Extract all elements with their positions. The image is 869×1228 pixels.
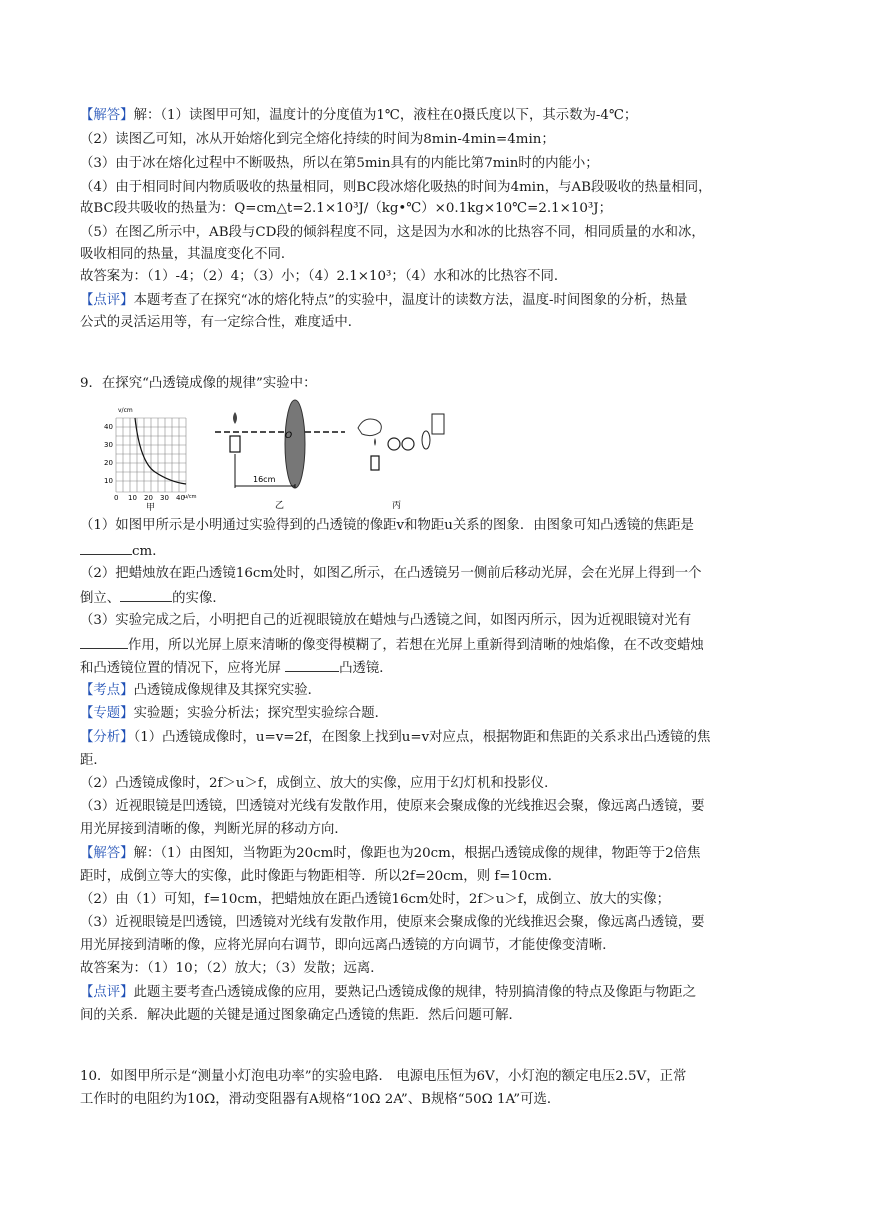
- ytick: 40: [104, 423, 113, 431]
- flame-icon: [233, 412, 237, 424]
- answer-blank[interactable]: [285, 657, 339, 672]
- figure-bing-glasses-setup: [350, 398, 450, 514]
- dianping-line: 间的关系．解决此题的关键是通过图象确定凸透镜的焦距．然后问题可解．: [80, 1008, 522, 1023]
- answer-line: 故BC段共吸收的热量为：Q=cm△t=2.1×10³J/（kg•℃）×0.1kg×10℃=2.1×10³J；: [80, 201, 613, 216]
- comment-line: 【点评】本题考查了在探究“冰的熔化特点”的实验中，温度计的读数方法，温度-时间图象的分析，热量: [80, 293, 688, 308]
- tag-dianping: 【点评】: [80, 293, 134, 308]
- kaodian: 【考点】凸透镜成像规律及其探究实验．: [80, 683, 322, 698]
- answer-line: 【解答】解：（1）读图甲可知，温度计的分度值为1℃，液柱在0摄氏度以下，其示数为-4℃；: [80, 108, 638, 123]
- answer-line: 吸收相同的热量，其温度变化不同．: [80, 247, 295, 262]
- xtick: 30: [160, 494, 169, 502]
- answer-line: （3）由于冰在熔化过程中不断吸热，所以在第5min具有的内能比第7min时的内能小；: [80, 156, 599, 171]
- caption-bing: 丙: [392, 501, 402, 511]
- figure-yi-candle-lens: [215, 398, 345, 514]
- xtick: 20: [144, 494, 153, 502]
- jieda-line: （2）由（1）可知，f=10cm，把蜡烛放在距凸透镜16cm处时，2f＞u＞f，成倒立、放大的实像；: [80, 892, 671, 907]
- distance-label: 16cm: [253, 475, 276, 484]
- q9-part1: （1）如图甲所示是小明通过实验得到的凸透镜的像距v和物距u关系的图象．由图象可知凸透镜的焦距是: [80, 518, 694, 533]
- lens-icon: [422, 431, 430, 449]
- dianping: 【点评】此题主要考查凸透镜成像的应用，要熟记凸透镜成像的规律，特别搞清像的特点及像距与物距之: [80, 985, 696, 1000]
- xtick: 40: [176, 494, 185, 502]
- flame-icon: [374, 438, 376, 446]
- graph-xlabel: u/cm: [184, 494, 197, 500]
- q9-part2: （2）把蜡烛放在距凸透镜16cm处时，如图乙所示，在凸透镜另一侧前后移动光屏，会在光屏上得到一个: [80, 566, 702, 581]
- candle-icon: [371, 456, 379, 470]
- screen-icon: [432, 414, 444, 434]
- answer-summary: 故答案为：（1）10；（2）放大；（3）发散；远离．: [80, 961, 384, 976]
- ytick: 10: [104, 477, 113, 485]
- question-9-title: 9．在探究“凸透镜成像的规律”实验中：: [80, 376, 317, 391]
- ytick: 30: [104, 441, 113, 449]
- q9-part3: （3）实验完成之后，小明把自己的近视眼镜放在蜡烛与凸透镜之间，如图丙所示，因为近视眼镜对光有: [80, 613, 692, 628]
- hand-icon: [358, 419, 381, 436]
- fenxi-line: 距．: [80, 753, 107, 768]
- lens-center-label: O: [285, 431, 293, 441]
- fenxi-line: （2）凸透镜成像时，2f＞u＞f，成倒立、放大的实像，应用于幻灯机和投影仪．: [80, 776, 558, 791]
- fenxi-line: （3）近视眼镜是凹透镜，凹透镜对光线有发散作用，使原来会聚成像的光线推迟会聚，像远离凸透镜，要: [80, 799, 705, 814]
- fenxi: 【分析】（1）凸透镜成像时，u=v=2f，在图象上找到u=v对应点，根据物距和焦距的关系求出凸透镜的焦: [80, 730, 711, 745]
- jieda-line: （3）近视眼镜是凹透镜，凹透镜对光线有发散作用，使原来会聚成像的光线推迟会聚，像远离凸透镜，要: [80, 915, 705, 930]
- question-10-line: 工作时的电阻约为10Ω，滑动变阻器有A规格“10Ω 2A”、B规格“50Ω 1A”可选．: [80, 1092, 561, 1107]
- xtick: 0: [114, 494, 119, 502]
- zhuanti: 【专题】实验题；实验分析法；探究型实验综合题．: [80, 706, 388, 721]
- caption-jia: 甲: [146, 503, 156, 512]
- graph-curve: [135, 418, 186, 484]
- answer-line: （4）由于相同时间内物质吸收的热量相同，则BC段冰熔化吸热的时间为4min，与AB段吸收的热量相同，: [80, 180, 712, 195]
- jieda-line: 距时，成倒立等大的实像，此时像距与物距相等．所以2f=20cm，则 f=10cm．: [80, 869, 562, 884]
- answer-blank[interactable]: [80, 634, 128, 649]
- answer-blank[interactable]: [120, 587, 172, 602]
- tag-jieda: 【解答】: [80, 108, 134, 123]
- q9-part1-cont: cm．: [80, 540, 800, 562]
- graph-ylabel: v/cm: [118, 407, 133, 414]
- graph-grid: [116, 418, 186, 492]
- q9-part3-cont: 和凸透镜位置的情况下，应将光屏 凸透镜．: [80, 657, 800, 679]
- lens-icon: [285, 400, 305, 488]
- glasses-icon: [388, 438, 400, 450]
- figure-jia-graph: [100, 402, 200, 512]
- candle-icon: [230, 436, 240, 452]
- jieda-line: 用光屏接到清晰的像，应将光屏向右调节，即向远离凸透镜的方向调节，才能使像变清晰．: [80, 938, 616, 953]
- caption-yi: 乙: [275, 501, 285, 511]
- answer-summary: 故答案为：（1）-4；（2）4；（3）小；（4）2.1×10³；（4）水和冰的比热容不同．: [80, 269, 568, 284]
- answer-line: （5）在图乙所示中，AB段与CD段的倾斜程度不同，这是因为水和冰的比热容不同，相同质量的水和冰，: [80, 225, 705, 240]
- ytick: 20: [104, 459, 113, 467]
- comment-line: 公式的灵活运用等，有一定综合性，难度适中．: [80, 315, 362, 330]
- q9-part3-cont: 作用，所以光屏上原来清晰的像变得模糊了，若想在光屏上重新得到清晰的烛焰像，在不改变蜡烛: [80, 634, 800, 656]
- xtick: 10: [128, 494, 137, 502]
- answer-blank[interactable]: [80, 540, 132, 555]
- fenxi-line: 用光屏接到清晰的像，判断光屏的移动方向．: [80, 822, 348, 837]
- q9-part2-cont: 倒立、 的实像．: [80, 587, 800, 609]
- question-10-line: 10．如图甲所示是“测量小灯泡电功率”的实验电路． 电源电压恒为6V，小灯泡的额定电压2.5V，正常: [80, 1069, 687, 1084]
- jieda: 【解答】解：（1）由图知，当物距为20cm时，像距也为20cm，根据凸透镜成像的规律，物距等于2倍焦: [80, 846, 701, 861]
- answer-line: （2）读图乙可知，冰从开始熔化到完全熔化持续的时间为8min-4min=4min；: [80, 132, 555, 147]
